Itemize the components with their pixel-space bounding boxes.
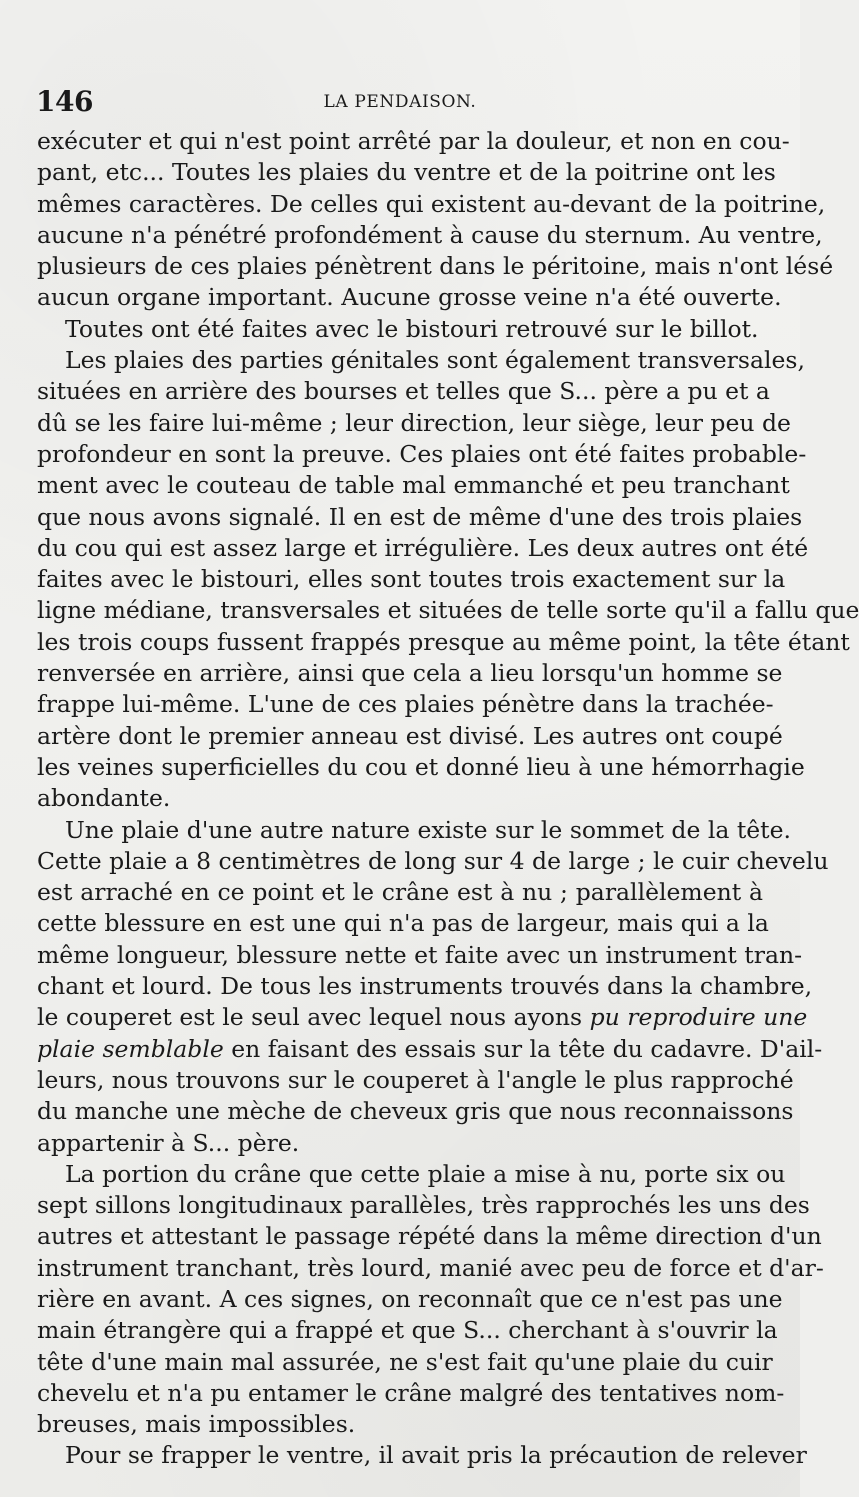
paragraph-start: Une plaie d'une autre nature existe sur le sommet de la tête. <box>65 815 791 844</box>
text-line: ligne médiane, transversales et situées de telle sorte qu'il a fallu que <box>37 596 859 625</box>
text-line-with-italic: le couperet est le seul avec lequel nous ayons pu reproduire une <box>37 1003 808 1032</box>
text-line: instrument tranchant, très lourd, manié avec peu de force et d'ar- <box>37 1253 824 1282</box>
italic-phrase: plaie semblable <box>37 1034 224 1063</box>
text-line: frappe lui-même. L'une de ces plaies pénètre dans la trachée- <box>37 690 774 719</box>
text-line: pant, etc... Toutes les plaies du ventre et de la poitrine ont les <box>37 158 776 187</box>
paragraph-start: Les plaies des parties génitales sont également transversales, <box>65 346 805 375</box>
text-line: autres et attestant le passage répété dans la même direction d'un <box>37 1222 822 1251</box>
text-line: exécuter et qui n'est point arrêté par la douleur, et non en cou- <box>37 127 790 155</box>
text-line: dû se les faire lui-même ; leur direction, leur siège, leur peu de <box>37 408 791 437</box>
text-line: aucun organe important. Aucune grosse veine n'a été ouverte. <box>37 283 782 312</box>
text-line: mêmes caractères. De celles qui existent au-devant de la poitrine, <box>37 189 826 218</box>
text-line: cette blessure en est une qui n'a pas de largeur, mais qui a la <box>37 909 769 938</box>
text-line: situées en arrière des bourses et telles que S... père a pu et a <box>37 377 770 406</box>
text-line: faites avec le bistouri, elles sont toutes trois exactement sur la <box>37 565 786 594</box>
body-text <box>37 126 859 1472</box>
text-line: rière en avant. A ces signes, on reconnaît que ce n'est pas une <box>37 1284 783 1313</box>
paragraph-start: Toutes ont été faites avec le bistouri retrouvé sur le billot. <box>65 314 759 343</box>
text-line: est arraché en ce point et le crâne est à nu ; parallèlement à <box>37 878 763 907</box>
italic-phrase: pu reproduire une <box>589 1003 808 1032</box>
text-line: renversée en arrière, ainsi que cela a lieu lorsqu'un homme se <box>37 659 783 688</box>
text-line: chevelu et n'a pu entamer le crâne malgré des tentatives nom- <box>37 1378 785 1407</box>
text-line: abondante. <box>37 784 171 813</box>
text-line: du manche une mèche de cheveux gris que nous reconnaissons <box>37 1097 794 1126</box>
text-line: les trois coups fussent frappés presque au même point, la tête étant <box>37 627 850 656</box>
text-line: que nous avons signalé. Il en est de même d'une des trois plaies <box>37 502 803 531</box>
text-line: Cette plaie a 8 centimètres de long sur 4 de large ; le cuir chevelu <box>37 846 829 875</box>
text-line: même longueur, blessure nette et faite avec un instrument tran- <box>37 940 803 969</box>
text-line: aucune n'a pénétré profondément à cause du sternum. Au ventre, <box>37 220 823 249</box>
text-line: appartenir à S... père. <box>37 1128 300 1157</box>
text-line: main étrangère qui a frappé et que S... cherchant à s'ouvrir la <box>37 1316 778 1345</box>
text-line: ment avec le couteau de table mal emmanché et peu tranchant <box>37 471 790 500</box>
text-line: tête d'une main mal assurée, ne s'est fait qu'une plaie du cuir <box>37 1347 773 1376</box>
page-number: 146 <box>36 85 93 118</box>
paragraph-start: La portion du crâne que cette plaie a mise à nu, porte six ou <box>65 1159 786 1188</box>
text-line: artère dont le premier anneau est divisé. Les autres ont coupé <box>37 721 783 750</box>
running-title: LA PENDAISON. <box>323 92 477 112</box>
text-line: plusieurs de ces plaies pénètrent dans le péritoine, mais n'ont lésé <box>37 252 834 281</box>
text-line: du cou qui est assez large et irrégulière. Les deux autres ont été <box>37 533 809 562</box>
text-line: breuses, mais impossibles. <box>37 1410 356 1439</box>
text-line: chant et lourd. De tous les instruments trouvés dans la chambre, <box>37 972 813 1001</box>
text-line: les veines superficielles du cou et donné lieu à une hémorrhagie <box>37 752 805 781</box>
text-line: leurs, nous trouvons sur le couperet à l'angle le plus rapproché <box>37 1065 794 1094</box>
text-line-with-italic: plaie semblable en faisant des essais sur la tête du cadavre. D'ail- <box>37 1034 823 1063</box>
text-line: sept sillons longitudinaux parallèles, très rapprochés les uns des <box>37 1191 810 1220</box>
text-line: profondeur en sont la preuve. Ces plaies ont été faites probable- <box>37 439 807 468</box>
page-header <box>36 86 764 118</box>
paragraph-start: Pour se frapper le ventre, il avait pris la précaution de relever <box>65 1441 807 1470</box>
